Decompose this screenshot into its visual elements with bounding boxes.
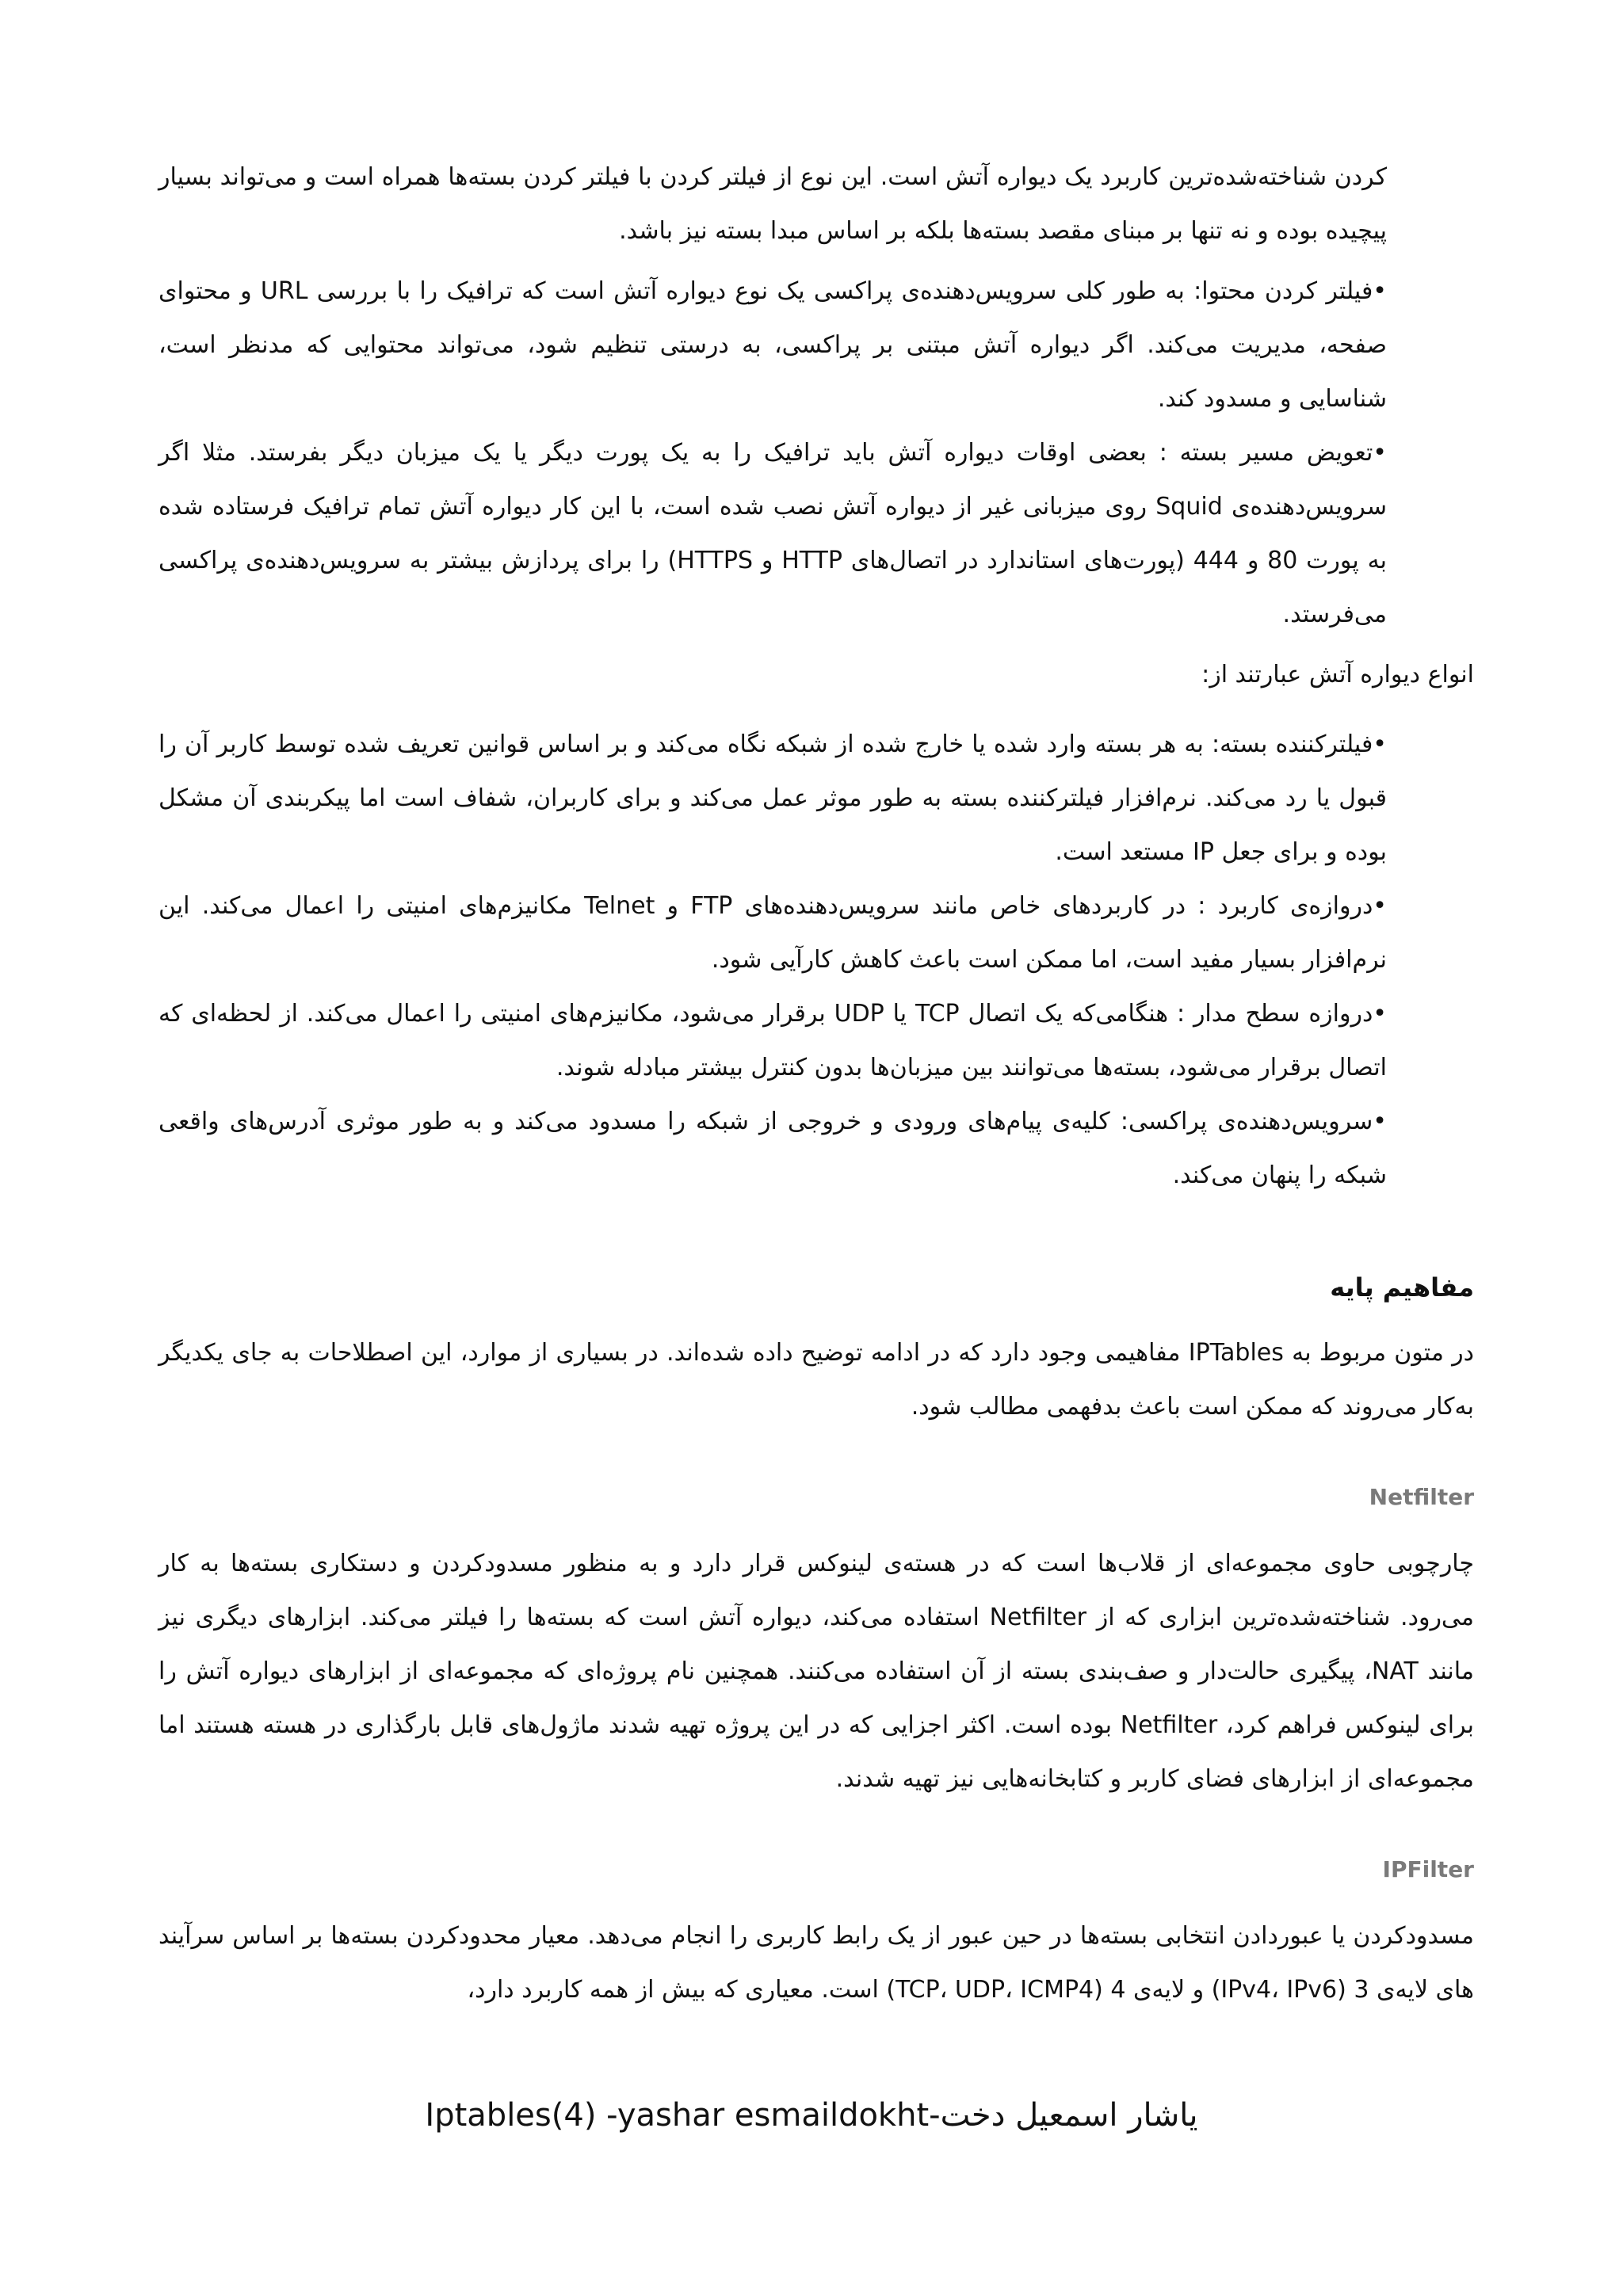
bullet-application-gateway: •دروازه‌ی کاربرد : در کاربردهای خاص مانند سرویس‌دهنده‌های FTP و Telnet مکانیزم‌های امنیتی را اعمال می‌کند. این نرم‌افزار بسیار مفید است، اما ممکن است باعث کاهش کارآیی شود. xyxy=(158,892,1388,974)
bullet-packet-redirect: •تعویض مسیر بسته : بعضی اوقات دیواره آتش باید ترافیک را به یک پورت دیگر یا یک میزبان دیگر بفرستد. مثلا اگر سرویس‌دهنده‌ی Squid روی میزبانی غیر از دیواره آتش نصب شده است، با این کار دیواره آتش تمام ترافیک فرستاده شده به پورت 80 و 444 (پورت‌های استاندارد در اتصال‌های HTTP و HTTPS) را برای پردازش بیشتر به سرویس‌دهنده‌ی پراکسی می‌فرستد. xyxy=(158,439,1387,628)
feature-bullet-list xyxy=(158,265,1474,642)
firewall-types-intro: انواع دیواره آتش عبارتند از: xyxy=(1201,661,1474,688)
ipfilter-heading: IPFilter xyxy=(1382,1856,1474,1882)
basics-paragraph: در متون مربوط به IPTables مفاهیمی وجود دارد که در ادامه توضیح داده شده‌اند. در بسیاری از موارد، این اصطلاحات به جای یکدیگر به‌کار می‌روند که ممکن است باعث بدفهمی مطالب شود. xyxy=(158,1339,1474,1421)
bullet-proxy-server: •سرویس‌دهنده‌ی پراکسی: کلیه‌ی پیام‌های ورودی و خروجی از شبکه را مسدود می‌کند و به طور موثری آدرس‌های واقعی شبکه را پنهان می‌کند. xyxy=(158,1108,1387,1189)
page-footer: Iptables(4) -yashar esmaildokht-یاشار اسمعیل دخت xyxy=(425,2097,1198,2134)
document-page xyxy=(158,151,1474,2017)
bullet-packet-filter: •فیلترکننده بسته: به هر بسته وارد شده یا خارج شده از شبکه نگاه می‌کند و بر اساس قوانین تعریف شده توسط کاربر آن را قبول یا رد می‌کند. نرم‌افزار فیلترکننده بسته به طور موثر عمل می‌کند و برای کاربران، شفاف است اما پیکربندی آن مشکل بوده و برای جعل IP مستعد است. xyxy=(158,730,1387,866)
opening-paragraph: کردن شناخته‌شده‌ترین کاربرد یک دیواره آتش است. این نوع از فیلتر کردن با فیلتر کردن بسته‌ها همراه است و می‌تواند بسیار پیچیده بوده و نه تنها بر مبنای مقصد بسته‌ها بلکه بر اساس مبدا بسته نیز باشد. xyxy=(158,163,1387,245)
netfilter-heading: Netfilter xyxy=(1369,1484,1474,1510)
basics-heading: مفاهیم پایه xyxy=(1330,1272,1474,1302)
ipfilter-paragraph: مسدودکردن یا عبوردادن انتخابی بسته‌ها در حین عبور از یک رابط کاربری را انجام می‌دهد. معیار محدودکردن بسته‌ها بر اساس سرآیند های لایه‌ی 3 (IPv4، IPv6) و لایه‌ی 4 (TCP، UDP، ICMP4) است. معیاری که بیش از همه کاربرد دارد، xyxy=(158,1922,1474,2004)
netfilter-paragraph: چارچوبی حاوی مجموعه‌ای از قلاب‌ها است که در هسته‌ی لینوکس قرار دارد و به منظور مسدودکردن و دستکاری بسته‌ها به کار می‌رود. شناخته‌شده‌ترین ابزاری که از Netfilter استفاده می‌کند، دیواره آتش است که بسته‌ها را فیلتر می‌کند. ابزارهای دیگری نیز مانند NAT، پیگیری حالت‌دار و صف‌بندی بسته از آن استفاده می‌کنند. همچنین نام پروژه‌ای که مجموعه‌ای از ابزارهای دیواره آتش را برای لینوکس فراهم کرد، Netfilter بوده است. اکثر اجزایی که در این پروژه تهیه شدند ماژول‌های قابل بارگذاری در هسته هستند اما مجموعه‌ای از ابزارهای فضای کاربر و کتابخانه‌هایی نیز تهیه شدند. xyxy=(158,1550,1475,1793)
bullet-circuit-gateway: •دروازه سطح مدار : هنگامی‌که یک اتصال TCP یا UDP برقرار می‌شود، مکانیزم‌های امنیتی را اعمال می‌کند. از لحظه‌ای که اتصال برقرار می‌شود، بسته‌ها می‌توانند بین میزبان‌ها بدون کنترل بیشتر مبادله شوند. xyxy=(158,1000,1387,1081)
bullet-content-filtering: •فیلتر کردن محتوا: به طور کلی سرویس‌دهنده‌ی پراکسی یک نوع دیواره آتش است که ترافیک را با بررسی URL و محتوای صفحه، مدیریت می‌کند. اگر دیواره آتش مبتنی بر پراکسی، به درستی تنظیم شود، می‌تواند محتوایی که مدنظر است، شناسایی و مسدود کند. xyxy=(158,277,1387,413)
firewall-types-list xyxy=(158,718,1474,1203)
